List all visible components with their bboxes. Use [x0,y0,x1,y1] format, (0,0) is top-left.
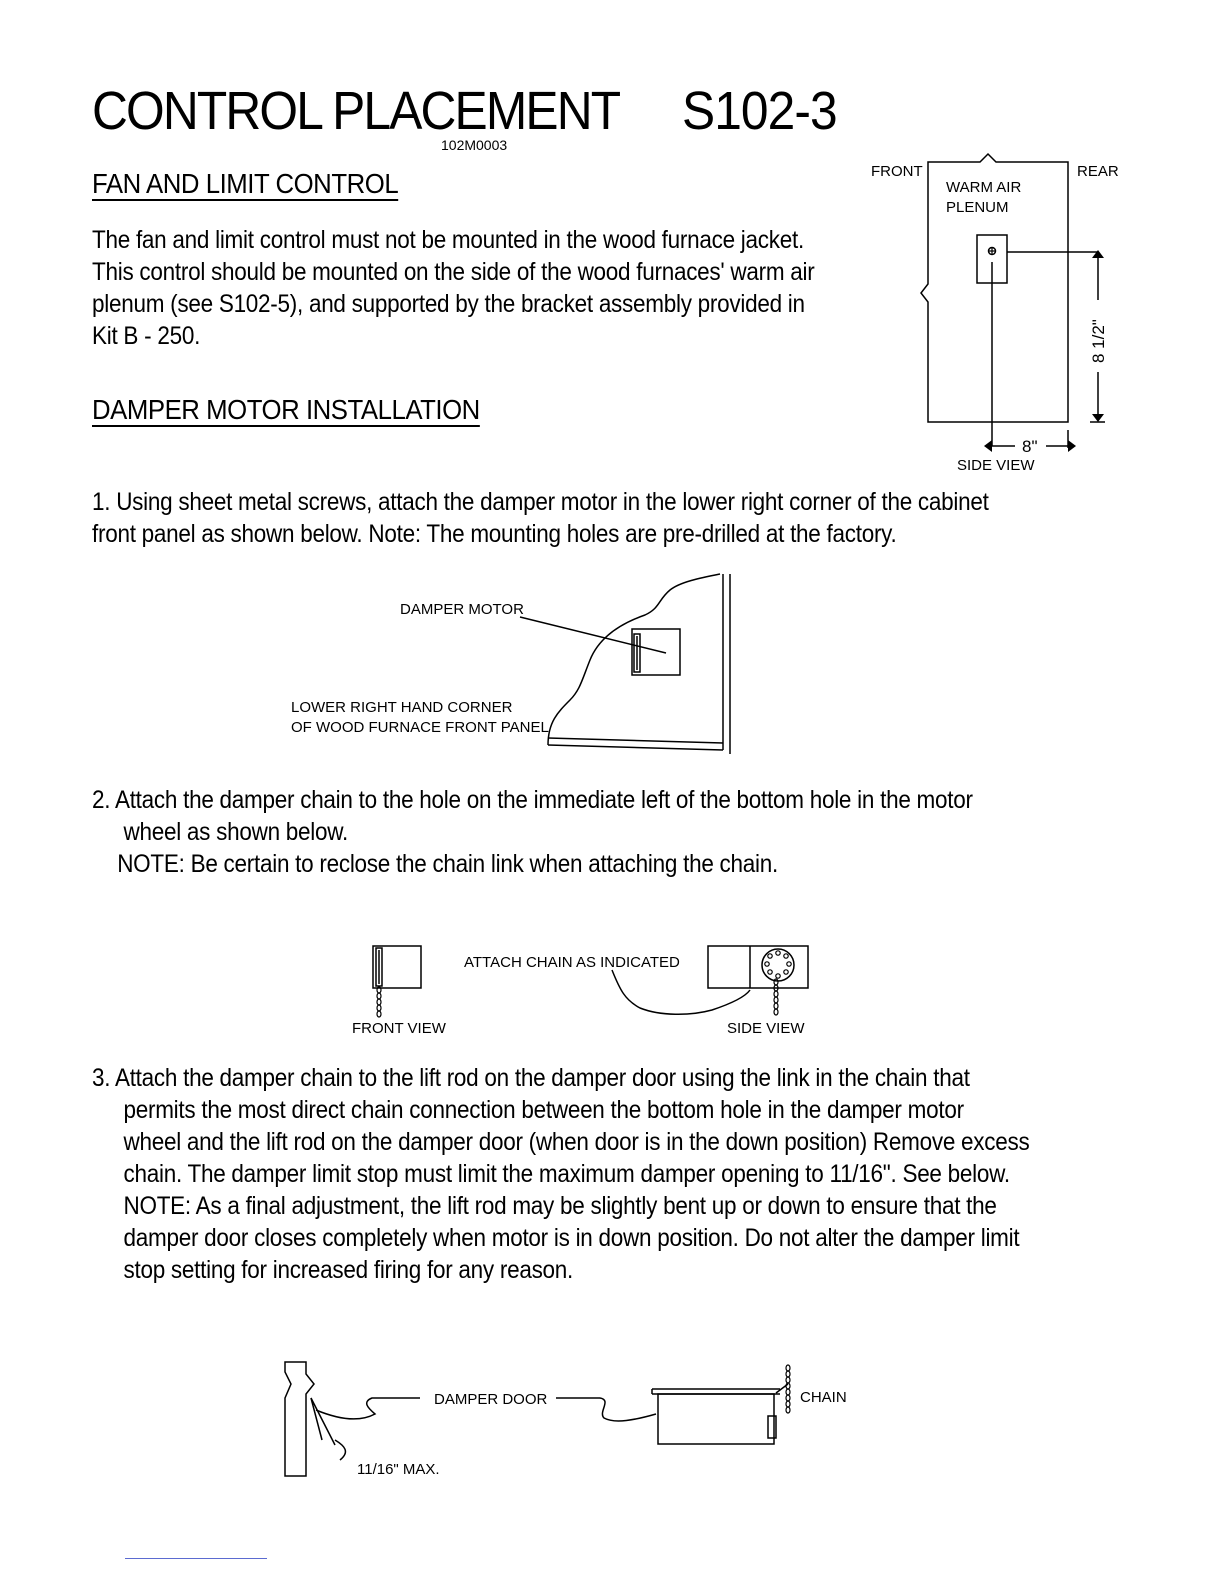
fan-limit-line: This control should be mounted on the side of the wood furnaces' warm air [92,258,815,286]
fan-limit-line: plenum (see S102-5), and supported by the bracket assembly provided in [92,290,805,318]
step-3-line: stop setting for increased firing for any reason. [123,1256,574,1284]
max-opening-label: 11/16" MAX. [357,1461,440,1478]
plenum-label-1: WARM AIR [946,179,1022,196]
step-3-line: damper door closes completely when motor is in down position. Do not alter the damper limit [123,1224,1020,1252]
motor-front-view-box [373,946,421,988]
front-view-chain [377,987,381,1017]
step-1 [92,486,989,550]
step-3-line: wheel and the lift rod on the damper door (when door is in the down position) Remove excess [123,1128,1030,1156]
motor-side-view-box [708,946,808,988]
document-code: 102M0003 [441,137,508,153]
front-label: FRONT [871,163,923,180]
fan-limit-paragraph [92,224,902,352]
motor-wheel-icon [762,949,794,981]
fan-limit-line: The fan and limit control must not be mounted in the wood furnace jacket. [92,226,804,254]
damper-door-side [285,1362,314,1476]
step-3-note: NOTE: As a final adjustment, the lift rod may be slightly bent up or down to ensure that the [123,1192,997,1220]
damper-motor-label: DAMPER MOTOR [400,601,524,618]
panel-break-line [548,574,720,745]
damper-motor-box [632,629,680,675]
side-view-chain [774,979,778,1015]
step-3-line: 3. Attach the damper chain to the lift rod on the damper door using the link in the chain that [92,1064,970,1092]
side-view-caption-2: SIDE VIEW [727,1020,805,1037]
control-box [977,235,1007,283]
step-2-line: wheel as shown below. [123,818,348,846]
step-2 [92,784,973,880]
step-1-line: front panel as shown below. Note: The mounting holes are pre-drilled at the factory. [92,520,897,548]
step-2-line: 2. Attach the damper chain to the hole on the immediate left of the bottom hole in the motor [92,786,973,814]
step-3-line: permits the most direct chain connection between the bottom hole in the damper motor [123,1096,964,1124]
plenum-outline [921,154,1068,422]
fan-limit-line: Kit B - 250. [92,322,201,350]
control-screw-icon [989,248,996,255]
rear-label: REAR [1077,163,1119,180]
front-view-caption: FRONT VIEW [352,1020,446,1037]
corner-label-2: OF WOOD FURNACE FRONT PANEL [291,719,549,736]
step-1-line: 1. Using sheet metal screws, attach the damper motor in the lower right corner of the cabinet [92,488,989,516]
chain-label: CHAIN [800,1389,847,1406]
document-number: S102-3 [682,81,837,141]
footer-divider [125,1558,267,1559]
damper-door-box [658,1394,774,1444]
corner-label-1: LOWER RIGHT HAND CORNER [291,699,513,716]
damper-door-label: DAMPER DOOR [434,1391,548,1408]
side-view-caption: SIDE VIEW [957,457,1035,474]
step-3-line: chain. The damper limit stop must limit the maximum damper opening to 11/16". See below. [123,1160,1010,1188]
width-dimension: 8" [1022,437,1038,456]
page-title: CONTROL PLACEMENT [92,81,620,141]
fan-limit-heading: FAN AND LIMIT CONTROL [92,168,399,199]
damper-motor-heading: DAMPER MOTOR INSTALLATION [92,394,480,425]
wheel-holes [765,951,791,978]
height-dimension: 8 1/2" [1089,319,1108,363]
plenum-label-2: PLENUM [946,199,1009,216]
door-chain [786,1365,790,1413]
step-3 [92,1062,1029,1286]
attach-chain-label: ATTACH CHAIN AS INDICATED [464,954,680,971]
step-2-note: NOTE: Be certain to reclose the chain link when attaching the chain. [117,850,778,878]
